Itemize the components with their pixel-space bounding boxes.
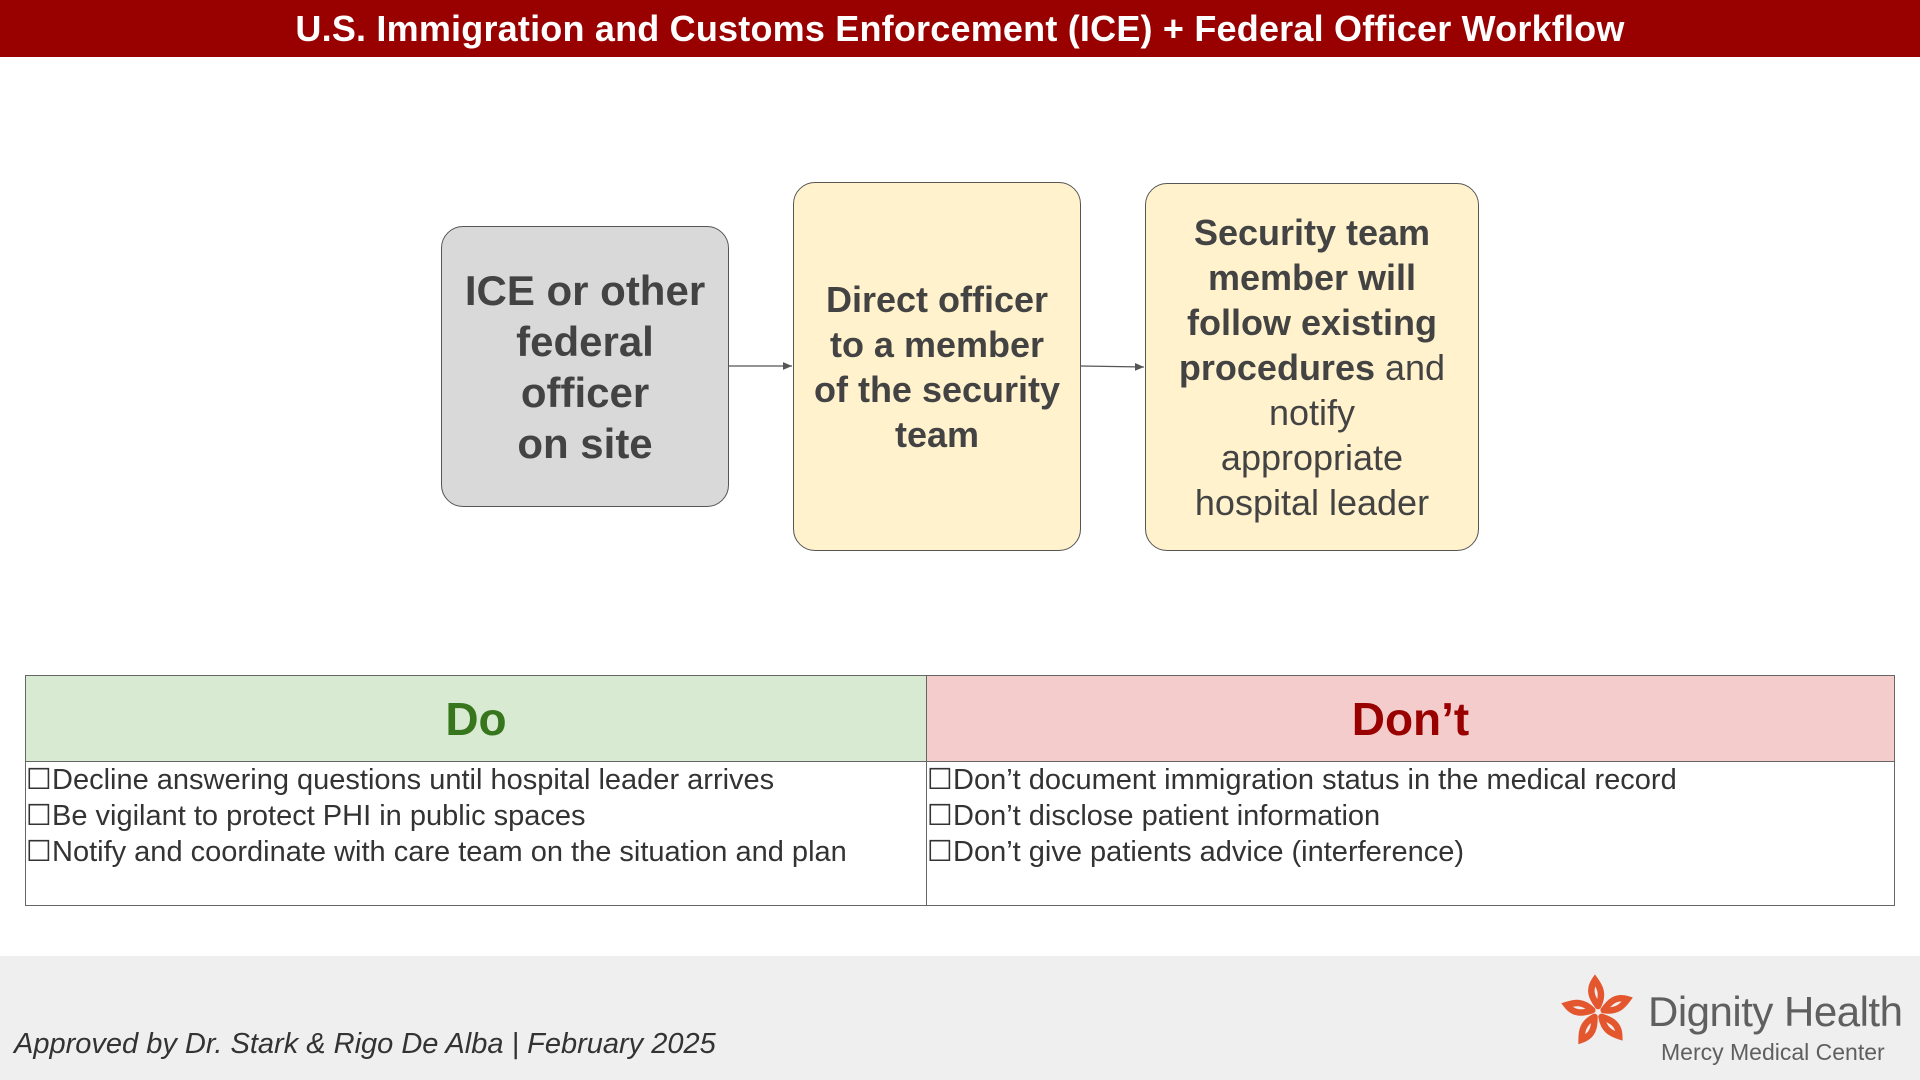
dignity-health-star-logo-icon bbox=[1558, 972, 1638, 1052]
step3-line: member will bbox=[1207, 256, 1417, 298]
do-item: ☐Be vigilant to protect PHI in public spaces bbox=[26, 800, 586, 832]
do-dont-table bbox=[25, 675, 1895, 906]
workflow-step-security-team bbox=[1145, 183, 1479, 551]
step3-bold-part: procedures bbox=[1178, 346, 1375, 388]
dont-item: ☐Don’t document immigration status in the medical record bbox=[927, 764, 1677, 796]
step3-line: appropriate bbox=[1220, 436, 1404, 478]
step1-line: federal bbox=[516, 317, 654, 365]
step3-after-bold: and bbox=[1375, 346, 1446, 388]
workflow-step-officer-on-site bbox=[441, 226, 729, 507]
dont-item: ☐Don’t give patients advice (interference) bbox=[927, 836, 1464, 868]
dont-header: Don’t bbox=[927, 676, 1895, 762]
do-list bbox=[26, 762, 927, 906]
step3-line: hospital leader bbox=[1194, 481, 1430, 523]
dont-item: ☐Don’t disclose patient information bbox=[927, 800, 1381, 832]
arrow-step2-to-step3 bbox=[1081, 366, 1144, 367]
step1-line: ICE or other bbox=[464, 266, 706, 314]
dont-list bbox=[927, 762, 1895, 906]
step3-line: Security team bbox=[1193, 211, 1431, 253]
page-title: U.S. Immigration and Customs Enforcement (ICE) + Federal Officer Workflow bbox=[0, 0, 1920, 57]
approval-note: Approved by Dr. Stark & Rigo De Alba | February 2025 bbox=[14, 1028, 716, 1060]
workflow-step-direct-officer bbox=[793, 182, 1081, 551]
step2-line: team bbox=[894, 413, 980, 455]
logo-wordmark: Dignity Health bbox=[1648, 988, 1903, 1035]
step1-line: on site bbox=[517, 419, 653, 467]
step1-line: officer bbox=[520, 368, 650, 416]
step2-line: Direct officer bbox=[825, 278, 1049, 320]
do-header: Do bbox=[26, 676, 927, 762]
step2-line: of the security bbox=[813, 368, 1061, 410]
step3-line: follow existing bbox=[1186, 301, 1437, 343]
logo-subtitle: Mercy Medical Center bbox=[1661, 1039, 1885, 1065]
step2-line: to a member bbox=[829, 323, 1045, 365]
step3-line bbox=[1179, 345, 1445, 390]
do-item: ☐Notify and coordinate with care team on the situation and plan bbox=[26, 836, 847, 868]
step3-line: notify bbox=[1268, 391, 1356, 433]
do-item: ☐Decline answering questions until hospital leader arrives bbox=[26, 764, 775, 796]
